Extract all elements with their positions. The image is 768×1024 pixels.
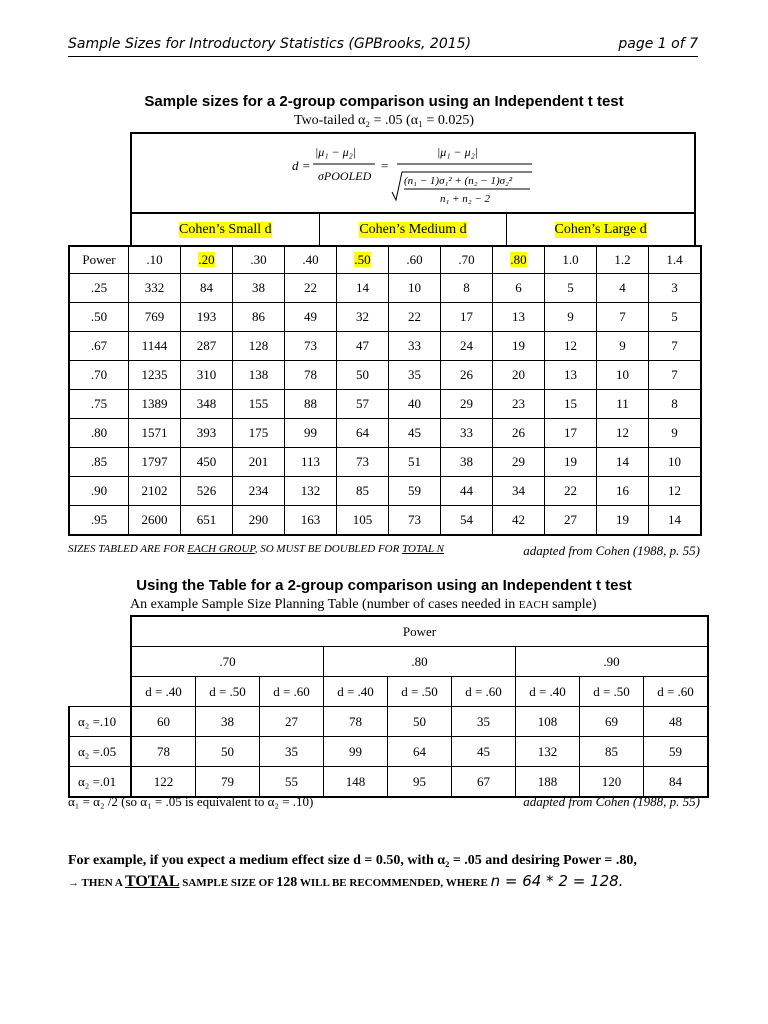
sample-size-cell: 26 [493,419,545,448]
effect-medium-label: Cohen’s Medium d [359,221,467,237]
sample-size-cell: 13 [545,361,597,390]
sample-size-cell: 5 [649,303,702,332]
sample-size-cell: 10 [649,448,702,477]
sample-size-cell: 2102 [129,477,181,506]
formula-eq: = [381,158,389,173]
sample-size-cell: 122 [131,767,196,798]
sample-size-cell: 84 [644,767,709,798]
sample-size-cell: 78 [131,737,196,767]
sample-size-cell: 33 [389,332,441,361]
example-line-2: → THEN A TOTAL SAMPLE SIZE OF 128 WILL BE RECOMMENDED, WHERE n = 64 * 2 = 128. [68,872,624,890]
sample-size-cell: 234 [233,477,285,506]
sample-size-cell: 332 [129,274,181,303]
sample-size-cell: 35 [452,707,516,737]
effect-size-header: .30 [233,246,285,274]
table-row [69,361,701,390]
sample-size-cell: 33 [441,419,493,448]
sample-size-cell: 9 [545,303,597,332]
sample-size-cell: 22 [545,477,597,506]
effect-size-header: .10 [129,246,181,274]
sample-size-cell: 95 [388,767,452,798]
sample-size-cell: 49 [285,303,337,332]
d-label: d = .50 [196,677,260,707]
sample-size-cell: 88 [285,390,337,419]
sample-size-cell: 1389 [129,390,181,419]
sample-size-cell: 12 [545,332,597,361]
sample-size-cell: 22 [389,303,441,332]
d-label: d = .40 [131,677,196,707]
sample-size-cell: 69 [580,707,644,737]
section1-subtitle: Two-tailed α₂ = .05 (α₁ = 0.025) [294,113,474,128]
sample-size-cell: 50 [388,707,452,737]
effect-size-formula [130,132,696,212]
sample-size-cell: 1235 [129,361,181,390]
table-header-row [69,246,701,274]
sample-size-cell: 27 [260,707,324,737]
alpha-label: α₂ =.01 [69,767,131,798]
sample-size-cell: 132 [516,737,580,767]
power-cell: .70 [69,361,129,390]
sample-size-cell: 193 [181,303,233,332]
sample-size-cell: 8 [649,390,702,419]
sample-size-cell: 7 [597,303,649,332]
sample-size-cell: 4 [597,274,649,303]
effect-size-header: .50 [337,246,389,274]
sample-size-cell: 26 [441,361,493,390]
sample-size-cell: 27 [545,506,597,536]
power-value: .80 [324,647,516,677]
sample-size-cell: 13 [493,303,545,332]
power-cell: .85 [69,448,129,477]
sample-size-cell: 1144 [129,332,181,361]
power-header: Power [69,246,129,274]
sample-size-cell: 120 [580,767,644,798]
d-label: d = .40 [324,677,388,707]
table-row [69,419,701,448]
sample-size-cell: 67 [452,767,516,798]
effect-size-band [130,212,696,245]
sample-size-cell: 24 [441,332,493,361]
formula-num1: |μ₁ − μ₂| [315,145,357,159]
alpha-label: α₂ =.05 [69,737,131,767]
page-header [68,30,698,57]
power-cell: .90 [69,477,129,506]
table-row [69,707,708,737]
sample-size-cell: 188 [516,767,580,798]
effect-size-header: 1.4 [649,246,702,274]
sample-size-cell: 6 [493,274,545,303]
sample-size-cell: 17 [545,419,597,448]
sample-size-cell: 132 [285,477,337,506]
sample-size-cell: 45 [452,737,516,767]
effect-size-header: .20 [181,246,233,274]
d-label: d = .50 [580,677,644,707]
power-cell: .95 [69,506,129,536]
sample-size-cell: 50 [337,361,389,390]
power-cell: .25 [69,274,129,303]
power-cell: .50 [69,303,129,332]
sample-size-cell: 38 [196,707,260,737]
table-row [69,303,701,332]
sample-size-cell: 19 [597,506,649,536]
sample-size-cell: 57 [337,390,389,419]
table-row [69,477,701,506]
sample-size-cell: 73 [285,332,337,361]
sample-size-cell: 9 [597,332,649,361]
sample-size-cell: 290 [233,506,285,536]
sample-size-cell: 1571 [129,419,181,448]
table2-note [68,794,700,810]
sample-size-cell: 769 [129,303,181,332]
effect-size-header: 1.2 [597,246,649,274]
sample-size-cell: 15 [545,390,597,419]
effect-size-header: 1.0 [545,246,597,274]
power-values-row [69,647,708,677]
d-label: d = .60 [644,677,709,707]
formula-num2: |μ₁ − μ₂| [437,145,479,159]
effect-large-label: Cohen’s Large d [554,221,647,237]
sample-size-cell: 9 [649,419,702,448]
sample-size-cell: 23 [493,390,545,419]
effect-large [506,214,694,245]
header-title: Sample Sizes for Introductory Statistics (GPBrooks, 2015) [68,36,472,52]
sample-size-cell: 138 [233,361,285,390]
sample-size-cell: 29 [441,390,493,419]
power-cell: .67 [69,332,129,361]
d-label: d = .50 [388,677,452,707]
section2-title: Using the Table for a 2-group comparison using an Independent t test [136,577,632,594]
d-label: d = .60 [260,677,324,707]
table1-source: adapted from Cohen (1988, p. 55) [523,543,700,558]
sample-size-cell: 44 [441,477,493,506]
power-cell: .75 [69,390,129,419]
sample-size-cell: 10 [597,361,649,390]
table-row [69,390,701,419]
sample-size-cell: 73 [389,506,441,536]
sample-size-cell: 35 [389,361,441,390]
sample-size-cell: 148 [324,767,388,798]
sample-size-cell: 108 [516,707,580,737]
sample-size-cell: 651 [181,506,233,536]
sample-size-cell: 54 [441,506,493,536]
sample-size-cell: 14 [649,506,702,536]
effect-medium [319,214,507,245]
sample-size-cell: 32 [337,303,389,332]
sample-size-cell: 11 [597,390,649,419]
sample-size-cell: 60 [131,707,196,737]
table2-source: adapted from Cohen (1988, p. 55) [523,794,700,809]
sample-size-cell: 59 [644,737,709,767]
sample-size-cell: 7 [649,332,702,361]
sample-size-cell: 22 [285,274,337,303]
effect-size-header: .70 [441,246,493,274]
sample-size-cell: 78 [285,361,337,390]
example-line-1: For example, if you expect a medium effect size d = 0.50, with α₂ = .05 and desiring Power = .80, [68,853,637,868]
sample-size-cell: 3 [649,274,702,303]
sample-size-cell: 105 [337,506,389,536]
effect-small-label: Cohen’s Small d [179,221,272,237]
d-label: d = .40 [516,677,580,707]
sample-size-cell: 48 [644,707,709,737]
sample-size-cell: 19 [493,332,545,361]
table-row [69,448,701,477]
sample-size-cell: 64 [337,419,389,448]
sample-size-cell: 42 [493,506,545,536]
power-value: .90 [516,647,709,677]
sample-size-cell: 12 [649,477,702,506]
alpha-label: α₂ =.10 [69,707,131,737]
sample-size-cell: 14 [337,274,389,303]
sample-size-cell: 155 [233,390,285,419]
sample-size-cell: 128 [233,332,285,361]
sample-size-cell: 35 [260,737,324,767]
sample-size-cell: 73 [337,448,389,477]
table-row [69,332,701,361]
planning-table [68,615,709,798]
formula-den2-bot: n₁ + n₂ − 2 [440,193,490,205]
sample-size-cell: 84 [181,274,233,303]
sample-size-cell: 38 [233,274,285,303]
sample-size-cell: 86 [233,303,285,332]
table-row [69,274,701,303]
power-label: Power [131,616,708,647]
sample-size-cell: 16 [597,477,649,506]
sample-size-cell: 51 [389,448,441,477]
sample-size-cell: 163 [285,506,337,536]
sample-size-cell: 40 [389,390,441,419]
sample-size-cell: 201 [233,448,285,477]
sample-size-cell: 393 [181,419,233,448]
sample-size-cell: 47 [337,332,389,361]
section1-title: Sample sizes for a 2-group comparison using an Independent t test [144,93,624,110]
sample-size-cell: 85 [580,737,644,767]
sample-size-cell: 113 [285,448,337,477]
d-labels-row [69,677,708,707]
sample-size-cell: 2600 [129,506,181,536]
sample-size-cell: 45 [389,419,441,448]
sample-size-table [68,245,702,536]
section2-subtitle: An example Sample Size Planning Table (number of cases needed in EACH sample) [130,597,597,612]
power-value: .70 [131,647,324,677]
sample-size-cell: 34 [493,477,545,506]
formula-den2-top: (n₁ − 1)σ₁² + (n₂ − 1)σ₂² [404,175,513,187]
effect-size-header: .40 [285,246,337,274]
sample-size-cell: 55 [260,767,324,798]
sample-size-cell: 14 [597,448,649,477]
sample-size-cell: 79 [196,767,260,798]
sample-size-cell: 99 [285,419,337,448]
alpha-note: α₁ = α₂ /2 (so α₁ = .05 is equivalent to α₂ = .10) [68,794,314,809]
formula-graphic [132,134,698,214]
sample-size-cell: 29 [493,448,545,477]
table-row [69,737,708,767]
table-row [69,506,701,536]
sample-size-cell: 38 [441,448,493,477]
d-label: d = .60 [452,677,516,707]
sample-size-cell: 175 [233,419,285,448]
effect-size-header: .80 [493,246,545,274]
sample-size-cell: 1797 [129,448,181,477]
power-cell: .80 [69,419,129,448]
sample-size-cell: 450 [181,448,233,477]
doubling-note: SIZES TABLED ARE FOR EACH GROUP, SO MUST BE DOUBLED FOR TOTAL N [68,543,444,555]
sample-size-cell: 20 [493,361,545,390]
sample-size-cell: 12 [597,419,649,448]
effect-small [132,214,319,245]
formula-lhs: d = [292,158,311,173]
table-row [69,767,708,798]
formula-den1: σPOOLED [318,169,372,183]
example-paragraph [68,851,637,893]
page-number: page 1 of 7 [618,36,698,52]
sample-size-cell: 64 [388,737,452,767]
sample-size-cell: 50 [196,737,260,767]
sample-size-cell: 287 [181,332,233,361]
sample-size-cell: 310 [181,361,233,390]
sample-size-cell: 5 [545,274,597,303]
sample-size-cell: 17 [441,303,493,332]
sample-size-cell: 348 [181,390,233,419]
sample-size-cell: 85 [337,477,389,506]
sample-size-cell: 19 [545,448,597,477]
sample-size-cell: 8 [441,274,493,303]
sample-size-cell: 78 [324,707,388,737]
effect-size-header: .60 [389,246,441,274]
sample-size-cell: 99 [324,737,388,767]
sample-size-cell: 10 [389,274,441,303]
sample-size-cell: 7 [649,361,702,390]
sample-size-cell: 526 [181,477,233,506]
sample-size-cell: 59 [389,477,441,506]
power-label-row [69,616,708,647]
